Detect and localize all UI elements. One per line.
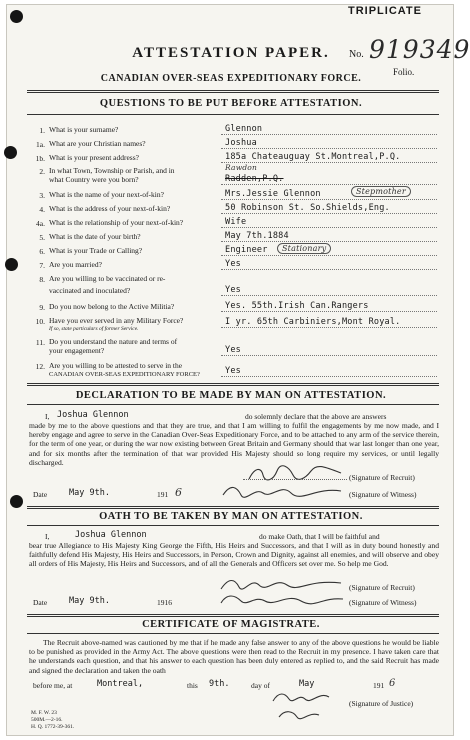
question-text: In what Town, Township or Parish, and in xyxy=(49,166,175,175)
certificate-text: The Recruit above-named was cautioned by me that if he made any false answer to any of the above questions he would be liable to be punished as provided in the Army Act. The above questions were then read to the Recruit in my presence. I have taken care that he understands each question, and that his answer to each question has been duly entered as replied to, and the said Recruit has made and signed the declaration and taken the oath xyxy=(29,638,439,675)
divider xyxy=(27,614,439,617)
justice-signature-label: (Signature of Justice) xyxy=(349,699,414,708)
question-answer: 185a Chateauguay St.Montreal,P.Q. xyxy=(225,152,401,162)
question-text: Have you ever served in any Military Force? xyxy=(49,316,184,325)
question-number: 4. xyxy=(39,205,45,214)
question-answer: Yes. 55th.Irish Can.Rangers xyxy=(225,301,369,311)
question-text: Do you understand the nature and terms of xyxy=(49,337,178,346)
oath-text: bear true Allegiance to His Majesty King George the Fifth, His Heirs and Successors, and that I will as in duty bound honestly and faithfully defend His Majesty, His Heirs and Successors, in Person, Crown and Dignity, against all enemies, and will observe and obey all orders of His Majesty, His Heirs and Successors, and of all the Generals and Officers set over me. So help me God. xyxy=(29,541,439,569)
declaration-recruit-name: Joshua Glennon xyxy=(57,410,129,420)
answer-line xyxy=(221,148,437,149)
oath-recruit-name: Joshua Glennon xyxy=(75,530,147,540)
certificate-month: May xyxy=(299,679,315,689)
handwritten-annotation: Stepmother xyxy=(351,186,411,197)
question-text: What are your Christian names? xyxy=(49,139,146,148)
question-number: 7. xyxy=(39,261,45,270)
witness-signature xyxy=(219,481,347,501)
recruit-signature-label: (Signature of Recruit) xyxy=(349,583,415,592)
divider xyxy=(27,90,439,93)
certificate-heading: CERTIFICATE OF MAGISTRATE. xyxy=(142,619,320,630)
question-answer: Yes xyxy=(225,366,241,376)
question-text: What is your surname? xyxy=(49,125,119,134)
question-number: 11. xyxy=(35,338,45,347)
question-number: 1b. xyxy=(35,154,45,163)
question-number: 5. xyxy=(39,233,45,242)
question-subtext: If so, state particulars of former Service. xyxy=(49,326,139,332)
divider xyxy=(27,114,439,115)
question-answer: Wife xyxy=(225,217,247,227)
certificate-year-suffix: 6 xyxy=(389,678,396,689)
regimental-number: 919349 xyxy=(369,35,470,64)
question-text: Are you willing to be vaccinated or re- xyxy=(49,274,166,283)
answer-line xyxy=(221,184,437,185)
answer-line xyxy=(221,134,437,135)
question-text: your engagement? xyxy=(49,346,105,355)
certificate-year-prefix: 191 xyxy=(373,681,385,690)
folio-label: Folio. xyxy=(393,67,415,77)
declaration-text: made by me to the above questions and that they are true, and that I am willing to fulfil the engagements by me now made, and I hereby engage and agree to serve in the Canadian Over-Seas Expeditionary Force, and to be attached to any arm of the service therein, for the term of one year, or during the war now existing between Great Britain and Germany should that war last longer than one year, and for six months after the termination of that war provided His Majesty should so long require my services, or until legally discharged. xyxy=(29,421,439,467)
question-text: Are you willing to be attested to serve in the xyxy=(49,361,183,370)
divider xyxy=(27,525,439,526)
question-number: 6. xyxy=(39,247,45,256)
question-answer: Engineer xyxy=(225,245,268,255)
certificate-day-of-label: day of xyxy=(251,681,270,690)
certificate-before-label: before me, at xyxy=(33,681,73,690)
question-number: 3. xyxy=(39,191,45,200)
witness-signature-label: (Signature of Witness) xyxy=(349,598,417,607)
question-number: 1. xyxy=(39,126,45,135)
oath-date: May 9th. xyxy=(69,596,110,606)
question-answer: Yes xyxy=(225,285,241,295)
question-text: What is the name of your next-of-kin? xyxy=(49,190,164,199)
question-answer: Yes xyxy=(225,259,241,269)
question-answer: Radden,P.Q. xyxy=(225,174,284,184)
question-number: 4a. xyxy=(36,219,45,228)
question-number: 8. xyxy=(39,275,45,284)
form-code: M. F. W. 23 xyxy=(31,710,57,716)
question-text: What is the relationship of your next-of-kin? xyxy=(49,218,184,227)
oath-year: 1916 xyxy=(157,598,172,607)
punch-hole xyxy=(4,146,17,159)
declaration-date: May 9th. xyxy=(69,488,110,498)
question-number: 10. xyxy=(35,317,45,326)
answer-line xyxy=(221,227,437,228)
declaration-date-label: Date xyxy=(33,490,48,499)
answer-line xyxy=(221,269,437,270)
answer-line xyxy=(221,311,437,312)
divider xyxy=(27,506,439,509)
question-text: vaccinated and inoculated? xyxy=(49,286,131,295)
punch-hole xyxy=(5,258,18,271)
oath-i-label: I, xyxy=(45,532,50,541)
questions-heading: QUESTIONS TO BE PUT BEFORE ATTESTATION. xyxy=(99,98,363,109)
justice-signature xyxy=(269,689,347,725)
signature-line xyxy=(243,479,347,480)
question-number: 1a. xyxy=(36,140,45,149)
question-text: Do you now belong to the Active Militia? xyxy=(49,302,175,311)
question-answer: Joshua xyxy=(225,138,257,148)
answer-line xyxy=(221,199,437,200)
question-number: 12. xyxy=(35,362,45,371)
declaration-i-label: I, xyxy=(45,412,50,421)
question-text: What is your Trade or Calling? xyxy=(49,246,143,255)
question-text: What is the date of your birth? xyxy=(49,232,141,241)
question-answer: Mrs.Jessie Glennon xyxy=(225,189,321,199)
question-text: What is your present address? xyxy=(49,153,139,162)
question-text: what Country were you born? xyxy=(49,175,139,184)
question-number: 2. xyxy=(39,167,45,176)
page-title: ATTESTATION PAPER. xyxy=(132,45,330,61)
answer-line xyxy=(221,295,437,296)
handwritten-annotation: Stationary xyxy=(277,243,331,254)
divider xyxy=(27,404,439,405)
witness-signature xyxy=(217,589,347,611)
question-number: 9. xyxy=(39,303,45,312)
question-answer: Glennon xyxy=(225,124,263,134)
declaration-opening: do solemnly declare that the above are answers xyxy=(245,412,387,421)
file-reference: H. Q. 1772-39-361. xyxy=(31,724,75,730)
certificate-place: Montreal, xyxy=(97,679,144,689)
divider xyxy=(27,633,439,634)
recruit-signature-label: (Signature of Recruit) xyxy=(349,473,415,482)
oath-date-label: Date xyxy=(33,598,48,607)
answer-line xyxy=(221,376,437,377)
triplicate-stamp: TRIPLICATE xyxy=(345,5,425,17)
question-answer: I yr. 65th Carbiniers,Mont Royal. xyxy=(225,317,401,327)
question-answer: Yes xyxy=(225,345,241,355)
question-text: What is the address of your next-of-kin? xyxy=(49,204,171,213)
oath-opening: do make Oath, that I will be faithful and xyxy=(259,532,380,541)
question-text: Are you married? xyxy=(49,260,102,269)
declaration-year-suffix: 6 xyxy=(175,486,182,499)
answer-line xyxy=(221,241,437,242)
certificate-day: 9th. xyxy=(209,679,230,689)
answer-line xyxy=(221,355,437,356)
number-label: No. xyxy=(349,49,364,60)
divider xyxy=(27,383,439,386)
answer-line xyxy=(221,255,437,256)
question-text: CANADIAN OVER-SEAS EXPEDITIONARY FORCE? xyxy=(49,371,200,378)
punch-hole xyxy=(10,495,23,508)
witness-signature-label: (Signature of Witness) xyxy=(349,490,417,499)
declaration-year-prefix: 191 xyxy=(157,490,169,499)
attestation-paper xyxy=(6,4,470,736)
print-run: 500M.—2-16. xyxy=(31,717,63,723)
answer-line xyxy=(221,327,437,328)
handwritten-annotation: Rawdon xyxy=(225,163,258,172)
question-answer: 50 Robinson St. So.Shields,Eng. xyxy=(225,203,390,213)
answer-line xyxy=(221,213,437,214)
punch-hole xyxy=(10,10,23,23)
page-subtitle: CANADIAN OVER-SEAS EXPEDITIONARY FORCE. xyxy=(100,73,362,84)
question-answer: May 7th.1884 xyxy=(225,231,289,241)
oath-heading: OATH TO BE TAKEN BY MAN ON ATTESTATION. xyxy=(99,511,363,522)
declaration-heading: DECLARATION TO BE MADE BY MAN ON ATTESTATION. xyxy=(75,390,387,401)
certificate-this-label: this xyxy=(187,681,198,690)
